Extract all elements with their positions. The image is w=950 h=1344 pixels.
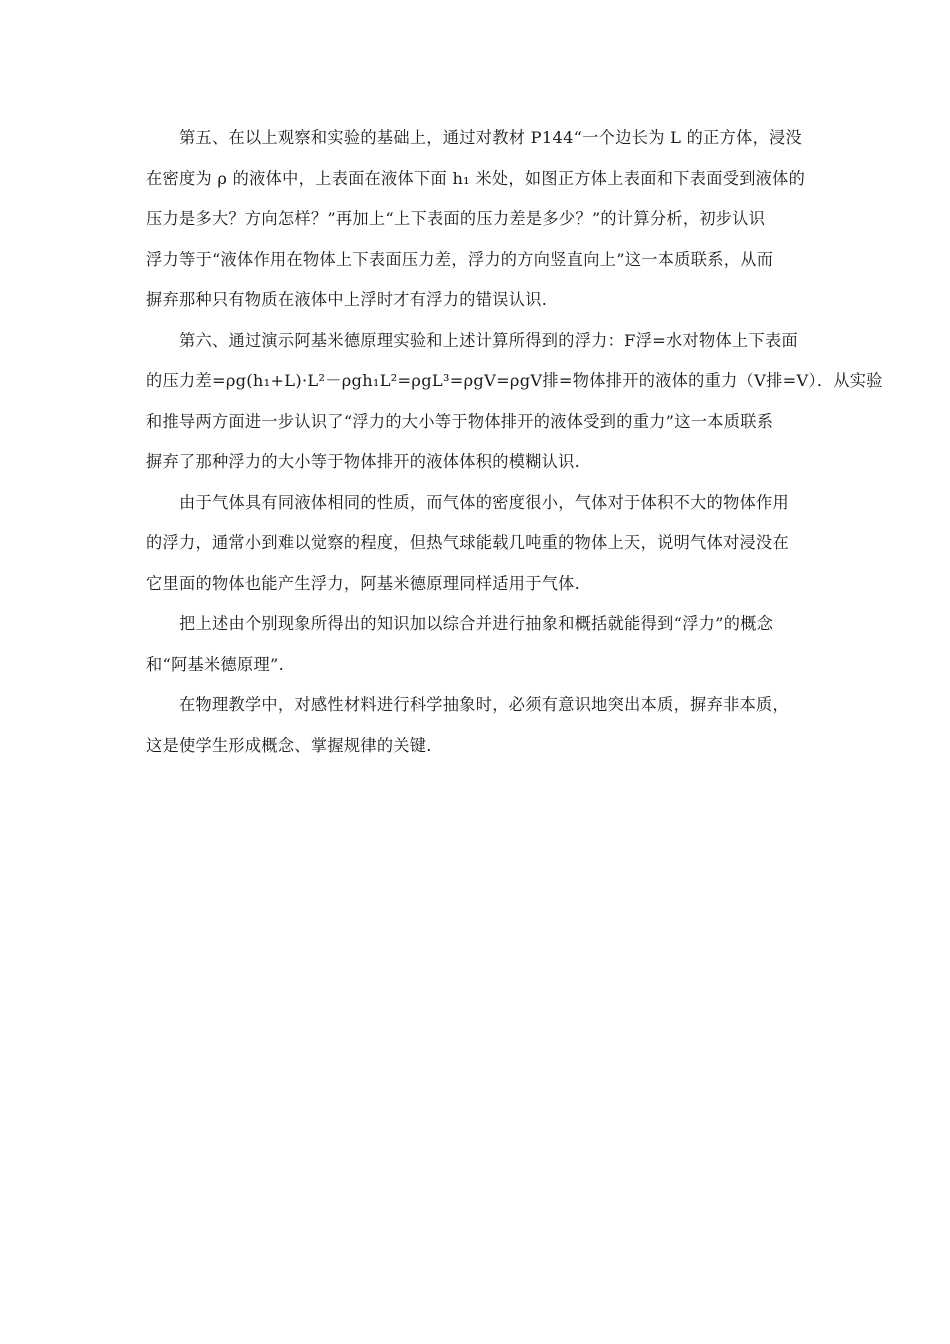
text-line: 把上述由个别现象所得出的知识加以综合并进行抽象和概括就能得到“浮力”的概念 [179,614,774,633]
text-line: 在密度为 ρ 的液体中，上表面在液体下面 h₁ 米处，如图正方体上表面和下表面受到液体的 [146,168,806,188]
paragraph-summary [146,604,808,685]
text-line: 压力是多大？方向怎样？”再加上“上下表面的压力差是多少？”的计算分析，初步认识 [146,209,766,228]
paragraph-5 [146,118,808,321]
text-line: 第六、通过演示阿基米德原理实验和上述计算所得到的浮力：F浮=水对物体上下表面 [179,330,798,350]
text-line: 这是使学生形成概念、掌握规律的关键. [146,735,432,755]
text-line: 摒弃那种只有物质在液体中上浮时才有浮力的错误认识. [146,290,548,309]
paragraph-gas [146,483,808,605]
text-line: 在物理教学中，对感性材料进行科学抽象时，必须有意识地突出本质，摒弃非本质， [179,695,790,714]
text-line: 的压力差=ρg(h₁+L)·L²－ρgh₁L²=ρgL³=ρgV=ρgV排=物体排开的液体的重力（V排=V）．从实验 [146,371,883,390]
text-line: 和“阿基米德原理”. [146,654,285,674]
text-line: 它里面的物体也能产生浮力，阿基米德原理同样适用于气体. [146,573,581,593]
paragraph-6 [146,321,883,483]
text-line: 的浮力，通常小到难以觉察的程度，但热气球能载几吨重的物体上天，说明气体对浸没在 [146,533,790,552]
text-line: 第五、在以上观察和实验的基础上，通过对教材 P144“一个边长为 L 的正方体，浸没 [179,128,803,147]
text-line: 浮力等于“液体作用在物体上下表面压力差，浮力的方向竖直向上”这一本质联系，从而 [146,249,774,269]
text-line: 由于气体具有同液体相同的性质，而气体的密度很小，气体对于体积不大的物体作用 [179,492,790,512]
paragraph-conclusion [146,685,808,766]
document-body [146,118,883,766]
text-line: 摒弃了那种浮力的大小等于物体排开的液体体积的模糊认识. [146,452,581,471]
text-line: 和推导两方面进一步认识了“浮力的大小等于物体排开的液体受到的重力”这一本质联系 [146,411,774,431]
